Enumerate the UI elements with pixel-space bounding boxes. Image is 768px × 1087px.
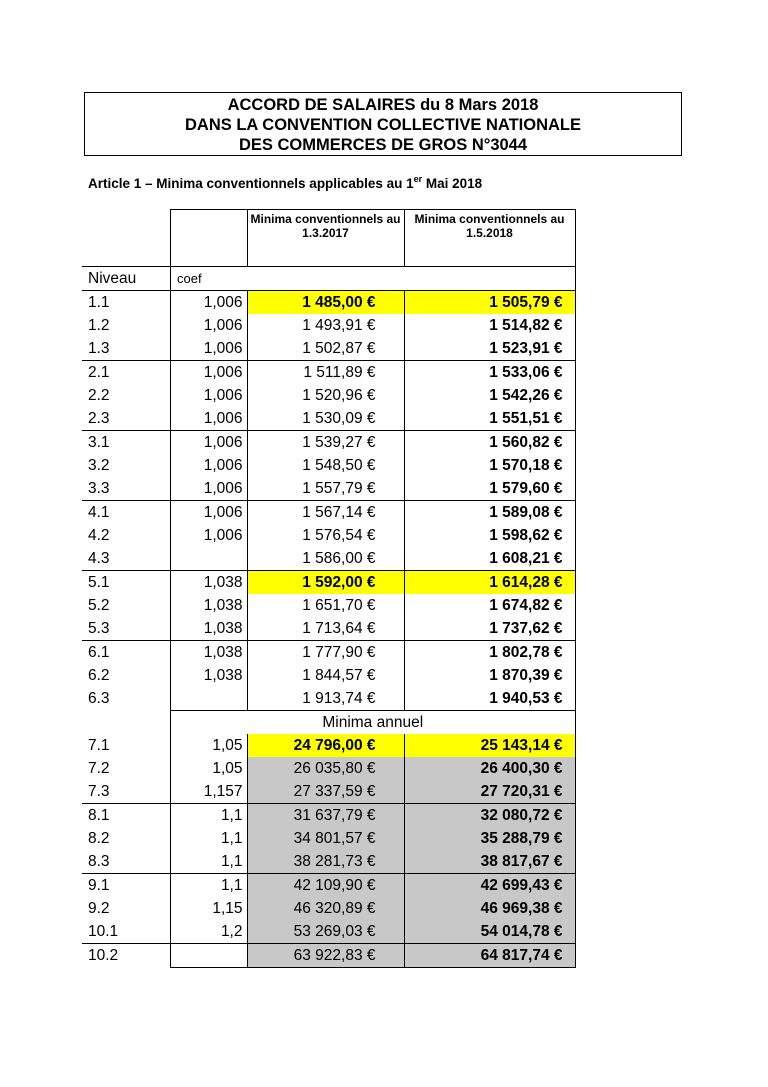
cell-niveau: 2.2 [88, 386, 110, 404]
table-row [82, 617, 575, 641]
cell-2018: 32 080,72 € [404, 804, 575, 828]
title-line-3: DES COMMERCES DE GROS N°3044 [238, 136, 528, 154]
cell-2018: 1 674,82 € [404, 594, 575, 617]
cell-2017: 1 557,79 € [247, 477, 404, 501]
section-row [82, 711, 575, 735]
header-empty-cell [82, 210, 171, 267]
cell-2017: 1 530,09 € [247, 407, 404, 431]
cell-coef [171, 944, 248, 968]
cell-coef: 1,006 [171, 501, 248, 525]
table-row [82, 291, 575, 315]
cell-niveau: 7.2 [88, 759, 110, 777]
cell-niveau: 2.3 [88, 409, 110, 427]
table-row [82, 384, 575, 407]
cell-coef: 1,038 [171, 664, 248, 687]
cell-2018: 1 560,82 € [404, 431, 575, 455]
cell-2018: 1 608,21 € [404, 547, 575, 571]
cell-coef: 1,006 [171, 361, 248, 385]
cell-2018: 1 523,91 € [404, 337, 575, 361]
cell-coef: 1,038 [171, 594, 248, 617]
cell-2018: 26 400,30 € [404, 757, 575, 780]
cell-coef: 1,157 [171, 780, 248, 804]
cell-niveau: 1.3 [88, 339, 110, 357]
label-niveau: Niveau [82, 267, 171, 291]
cell-niveau: 1.1 [88, 293, 110, 311]
table-row [82, 780, 575, 804]
cell-coef: 1,006 [171, 291, 248, 315]
cell-coef: 1,006 [171, 477, 248, 501]
cell-2018: 38 817,67 € [404, 850, 575, 874]
cell-niveau: 7.3 [88, 782, 110, 800]
cell-coef: 1,006 [171, 454, 248, 477]
cell-niveau: 3.2 [88, 456, 110, 474]
cell-coef: 1,1 [171, 804, 248, 828]
cell-2018: 1 579,60 € [404, 477, 575, 501]
cell-2018: 1 870,39 € [404, 664, 575, 687]
cell-niveau: 9.2 [88, 899, 110, 917]
cell-niveau: 2.1 [82, 361, 171, 385]
cell-niveau: 6.2 [88, 666, 110, 684]
cell-2017: 1 511,89 € [247, 361, 404, 385]
cell-2017: 42 109,90 € [247, 874, 404, 898]
cell-2017: 1 485,00 € [247, 291, 404, 315]
cell-2018: 1 570,18 € [404, 454, 575, 477]
cell-2018: 54 014,78 € [404, 920, 575, 944]
table-row [82, 641, 575, 665]
cell-2017: 1 548,50 € [247, 454, 404, 477]
label-empty-2018 [404, 267, 575, 291]
table-row [82, 314, 575, 337]
table-row [82, 827, 575, 850]
cell-2017: 53 269,03 € [247, 920, 404, 944]
table-row [82, 547, 575, 571]
cell-coef: 1,05 [171, 757, 248, 780]
cell-coef [171, 547, 248, 571]
cell-niveau: 5.2 [88, 596, 110, 614]
cell-2017: 34 801,57 € [247, 827, 404, 850]
cell-2018: 1 542,26 € [404, 384, 575, 407]
cell-coef: 1,006 [171, 314, 248, 337]
cell-2017: 31 637,79 € [247, 804, 404, 828]
table-row [82, 407, 575, 431]
cell-2018: 1 614,28 € [404, 571, 575, 595]
cell-2017: 1 576,54 € [247, 524, 404, 547]
table-row [82, 920, 575, 944]
cell-coef: 1,1 [171, 874, 248, 898]
table-row [82, 897, 575, 920]
cell-2017: 1 913,74 € [247, 687, 404, 711]
cell-coef: 1,2 [171, 920, 248, 944]
minima-table-body [82, 210, 575, 968]
header-coef-empty-cell [171, 210, 248, 267]
cell-2017: 1 777,90 € [247, 641, 404, 665]
header-2018: Minima conventionnels au 1.5.2018 [404, 210, 575, 267]
table-row [82, 594, 575, 617]
cell-niveau: 10.2 [82, 944, 171, 968]
article-text: Article 1 – Minima conventionnels applicables au 1 [88, 176, 414, 191]
cell-niveau: 10.1 [88, 922, 119, 940]
cell-niveau: 4.3 [88, 549, 110, 567]
cell-niveau: 5.3 [88, 619, 110, 637]
table-row [82, 431, 575, 455]
cell-coef: 1,006 [171, 524, 248, 547]
cell-niveau: 1.2 [88, 316, 110, 334]
document-title [84, 92, 682, 156]
cell-2018: 25 143,14 € [404, 734, 575, 757]
cell-2018: 46 969,38 € [404, 897, 575, 920]
table-row [82, 664, 575, 687]
minima-table [82, 209, 576, 968]
cell-niveau: 4.2 [88, 526, 110, 544]
cell-2017: 63 922,83 € [247, 944, 404, 968]
section-empty [82, 711, 171, 735]
cell-niveau: 8.1 [82, 804, 171, 828]
cell-coef [171, 687, 248, 711]
cell-2018: 1 505,79 € [404, 291, 575, 315]
table-row [82, 734, 575, 757]
table-row [82, 757, 575, 780]
cell-2018: 1 737,62 € [404, 617, 575, 641]
cell-2017: 24 796,00 € [247, 734, 404, 757]
cell-2017: 1 539,27 € [247, 431, 404, 455]
cell-coef: 1,038 [171, 571, 248, 595]
table-row [82, 944, 575, 968]
table-row [82, 337, 575, 361]
title-line-1: ACCORD DE SALAIRES du 8 Mars 2018 [227, 96, 539, 114]
cell-niveau: 5.1 [82, 571, 171, 595]
cell-niveau: 9.1 [82, 874, 171, 898]
cell-niveau: 8.2 [88, 829, 110, 847]
cell-coef: 1,1 [171, 850, 248, 874]
cell-2017: 27 337,59 € [247, 780, 404, 804]
cell-2017: 26 035,80 € [247, 757, 404, 780]
table-row [82, 850, 575, 874]
cell-2017: 1 502,87 € [247, 337, 404, 361]
cell-2018: 1 940,53 € [404, 687, 575, 711]
cell-niveau: 6.1 [82, 641, 171, 665]
table-row [82, 477, 575, 501]
header-2017: Minima conventionnels au 1.3.2017 [247, 210, 404, 267]
cell-2018: 1 598,62 € [404, 524, 575, 547]
cell-2017: 38 281,73 € [247, 850, 404, 874]
cell-2017: 1 520,96 € [247, 384, 404, 407]
cell-2017: 1 844,57 € [247, 664, 404, 687]
cell-coef: 1,05 [171, 734, 248, 757]
label-row [82, 267, 575, 291]
cell-coef: 1,15 [171, 897, 248, 920]
cell-2017: 1 713,64 € [247, 617, 404, 641]
table-row [82, 501, 575, 525]
cell-2018: 42 699,43 € [404, 874, 575, 898]
cell-coef: 1,006 [171, 407, 248, 431]
cell-niveau: 6.3 [88, 689, 110, 707]
section-annual-label: Minima annuel [171, 711, 576, 735]
article-heading [88, 176, 482, 191]
article-suffix: Mai 2018 [422, 176, 483, 191]
table-row [82, 687, 575, 711]
header-row [82, 210, 575, 267]
cell-2017: 1 493,91 € [247, 314, 404, 337]
cell-2017: 1 567,14 € [247, 501, 404, 525]
cell-2018: 27 720,31 € [404, 780, 575, 804]
article-sup: er [413, 174, 423, 184]
cell-coef: 1,038 [171, 641, 248, 665]
label-empty-2017 [247, 267, 404, 291]
cell-coef: 1,006 [171, 384, 248, 407]
cell-niveau: 3.3 [88, 479, 110, 497]
cell-2017: 1 651,70 € [247, 594, 404, 617]
cell-2018: 1 589,08 € [404, 501, 575, 525]
cell-coef: 1,038 [171, 617, 248, 641]
cell-2018: 1 514,82 € [404, 314, 575, 337]
table-row [82, 361, 575, 385]
cell-niveau: 4.1 [82, 501, 171, 525]
cell-2017: 46 320,89 € [247, 897, 404, 920]
cell-coef: 1,1 [171, 827, 248, 850]
table-row [82, 571, 575, 595]
cell-niveau: 7.1 [88, 736, 110, 754]
cell-2017: 1 592,00 € [247, 571, 404, 595]
cell-coef: 1,006 [171, 431, 248, 455]
table-row [82, 524, 575, 547]
table-row [82, 804, 575, 828]
cell-niveau: 3.1 [82, 431, 171, 455]
cell-niveau: 8.3 [88, 852, 110, 870]
cell-2018: 64 817,74 € [404, 944, 575, 968]
title-line-2: DANS LA CONVENTION COLLECTIVE NATIONALE [185, 116, 581, 134]
cell-2017: 1 586,00 € [247, 547, 404, 571]
cell-2018: 1 802,78 € [404, 641, 575, 665]
label-coef: coef [171, 267, 248, 291]
cell-coef: 1,006 [171, 337, 248, 361]
table-row [82, 874, 575, 898]
cell-2018: 1 551,51 € [404, 407, 575, 431]
table-row [82, 454, 575, 477]
cell-2018: 1 533,06 € [404, 361, 575, 385]
cell-2018: 35 288,79 € [404, 827, 575, 850]
